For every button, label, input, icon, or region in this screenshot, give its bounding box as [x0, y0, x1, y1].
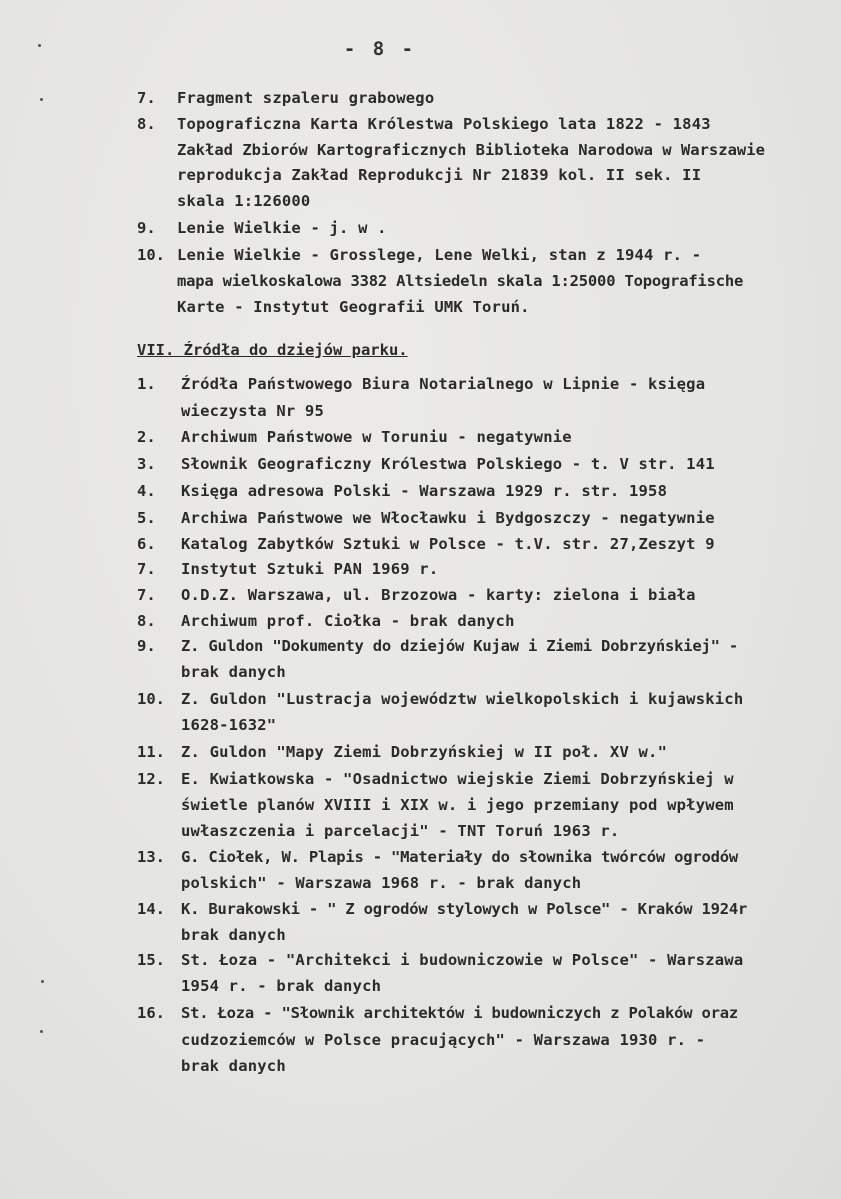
item-number: 15. — [137, 951, 165, 969]
item-number: 14. — [137, 900, 165, 918]
item-number: 8. — [137, 115, 156, 133]
item-line: Archiwa Państwowe we Włocławku i Bydgoszczy - negatywnie — [181, 509, 715, 527]
item-number: 11. — [137, 743, 165, 761]
item-line: brak danych — [181, 926, 286, 944]
item-line: Z. Guldon "Dokumenty do dziejów Kujaw i Ziemi Dobrzyńskiej" - — [181, 637, 739, 655]
item-number: 4. — [137, 482, 156, 500]
section-heading: VII. Źródła do dziejów parku. — [137, 341, 408, 359]
item-line: O.D.Z. Warszawa, ul. Brzozowa - karty: zielona i biała — [181, 586, 696, 604]
item-number: 7. — [137, 586, 156, 604]
item-line: wieczysta Nr 95 — [181, 402, 324, 420]
item-line: polskich" - Warszawa 1968 r. - brak danych — [181, 874, 582, 892]
item-line: Zakład Zbiorów Kartograficznych Biblioteka Narodowa w Warszawie — [177, 141, 765, 159]
item-line: Archiwum Państwowe w Toruniu - negatywnie — [181, 428, 572, 446]
item-line: Fragment szpaleru grabowego — [177, 89, 435, 107]
item-number: 2. — [137, 428, 156, 446]
margin-mark — [40, 98, 43, 101]
item-line: Topograficzna Karta Królestwa Polskiego lata 1822 - 1843 — [177, 115, 711, 133]
item-number: 5. — [137, 509, 156, 527]
item-line: 1954 r. - brak danych — [181, 977, 382, 995]
item-line: skala 1:126000 — [177, 192, 311, 210]
item-line: E. Kwiatkowska - "Osadnictwo wiejskie Ziemi Dobrzyńskiej w — [181, 770, 734, 788]
item-line: Z. Guldon "Mapy Ziemi Dobrzyńskiej w II poł. XV w." — [181, 743, 668, 761]
item-line: St. Łoza - "Słownik architektów i budowniczych z Polaków oraz — [181, 1004, 739, 1022]
item-line: uwłaszczenia i parcelacji" - TNT Toruń 1963 r. — [181, 822, 620, 840]
page-number: - 8 - — [343, 38, 417, 60]
item-number: 3. — [137, 455, 156, 473]
item-number: 10. — [137, 246, 165, 264]
item-number: 10. — [137, 690, 165, 708]
item-line: Księga adresowa Polski - Warszawa 1929 r. str. 1958 — [181, 482, 668, 500]
item-line: brak danych — [181, 663, 286, 681]
item-number: 12. — [137, 770, 165, 788]
item-number: 7. — [137, 560, 156, 578]
item-line: Lenie Wielkie - Grosslege, Lene Welki, stan z 1944 r. - — [177, 246, 702, 264]
margin-mark — [40, 1030, 43, 1033]
item-line: G. Ciołek, W. Plapis - "Materiały do słownika twórców ogrodów — [181, 848, 739, 866]
item-line: cudzoziemców w Polsce pracujących" - Warszawa 1930 r. - — [181, 1031, 706, 1049]
item-line: Instytut Sztuki PAN 1969 r. — [181, 560, 439, 578]
item-line: Archiwum prof. Ciołka - brak danych — [181, 612, 515, 630]
item-number: 1. — [137, 375, 156, 393]
item-line: Źródła Państwowego Biura Notarialnego w Lipnie - księga — [181, 375, 706, 393]
item-number: 13. — [137, 848, 165, 866]
item-number: 9. — [137, 637, 156, 655]
item-number: 8. — [137, 612, 156, 630]
item-line: świetle planów XVIII i XIX w. i jego przemiany pod wpływem — [181, 796, 734, 814]
margin-mark — [41, 980, 44, 983]
item-line: Z. Guldon "Lustracja województw wielkopolskich i kujawskich — [181, 690, 744, 708]
item-number: 6. — [137, 535, 156, 553]
item-line: St. Łoza - "Architekci i budowniczowie w Polsce" - Warszawa — [181, 951, 744, 969]
item-number: 9. — [137, 219, 156, 237]
item-line: Katalog Zabytków Sztuki w Polsce - t.V. str. 27,Zeszyt 9 — [181, 535, 715, 553]
item-line: Słownik Geograficzny Królestwa Polskiego - t. V str. 141 — [181, 455, 715, 473]
item-number: 7. — [137, 89, 156, 107]
item-line: brak danych — [181, 1057, 286, 1075]
item-number: 16. — [137, 1004, 165, 1022]
item-line: reprodukcja Zakład Reprodukcji Nr 21839 kol. II sek. II — [177, 166, 702, 184]
item-line: K. Burakowski - " Z ogrodów stylowych w Polsce" - Kraków 1924r — [181, 900, 748, 918]
item-line: Lenie Wielkie - j. w . — [177, 219, 387, 237]
item-line: Karte - Instytut Geografii UMK Toruń. — [177, 298, 530, 316]
item-line: 1628-1632" — [181, 716, 277, 734]
margin-mark — [38, 44, 41, 47]
item-line: mapa wielkoskalowa 3382 Altsiedeln skala 1:25000 Topografische — [177, 272, 744, 290]
